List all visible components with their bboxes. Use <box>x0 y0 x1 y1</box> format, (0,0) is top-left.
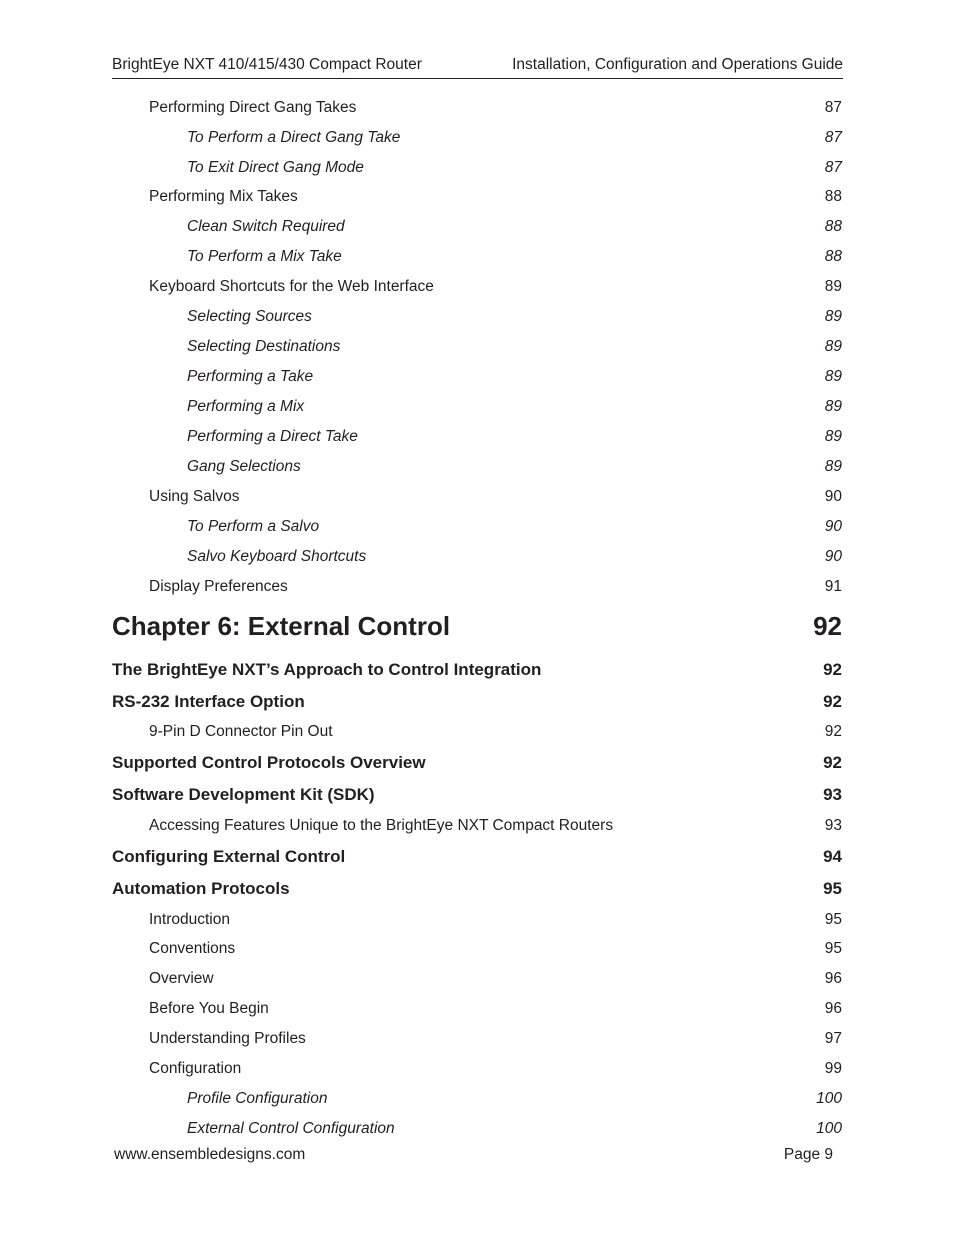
chapter-page: 92 <box>813 611 842 641</box>
toc-entry-page: 96 <box>824 1000 842 1017</box>
toc-entry-page: 99 <box>824 1060 842 1077</box>
toc-entry[interactable] <box>0 426 954 450</box>
toc-section-page: 92 <box>823 692 842 711</box>
toc-entry[interactable] <box>0 336 954 360</box>
toc-entry-title: To Perform a Mix Take <box>187 248 342 265</box>
toc-section[interactable] <box>0 752 954 776</box>
toc-entry-page: 92 <box>824 723 842 740</box>
toc-entry-title: Selecting Sources <box>187 308 312 325</box>
toc-entry-page: 89 <box>824 338 842 355</box>
toc-entry[interactable] <box>0 1058 954 1082</box>
toc-entry-title: Understanding Profiles <box>149 1030 306 1047</box>
toc-section[interactable] <box>0 659 954 683</box>
toc-entry-page: 100 <box>816 1090 842 1107</box>
toc-entry-title: Configuration <box>149 1060 242 1077</box>
toc-entry[interactable] <box>0 721 954 745</box>
toc-entry-page: 89 <box>824 458 842 475</box>
toc-entry-title: Salvo Keyboard Shortcuts <box>187 548 367 565</box>
toc-entry-page: 90 <box>824 518 842 535</box>
toc-entry[interactable] <box>0 246 954 270</box>
toc-section[interactable] <box>0 691 954 715</box>
toc-section-page: 95 <box>823 879 842 898</box>
toc-entry-title: Performing a Take <box>187 368 314 385</box>
toc-entry-title: Keyboard Shortcuts for the Web Interface <box>149 278 434 295</box>
toc-entry-title: Overview <box>149 970 214 987</box>
toc-entry-page: 87 <box>824 159 842 176</box>
toc-entry-title: External Control Configuration <box>187 1120 395 1137</box>
toc-entry[interactable] <box>0 998 954 1022</box>
toc-entry[interactable] <box>0 516 954 540</box>
toc-entry-page: 100 <box>816 1120 842 1137</box>
toc-entry-title: Performing Direct Gang Takes <box>149 99 357 116</box>
toc-entry[interactable] <box>0 186 954 210</box>
toc-entry-page: 88 <box>824 188 842 205</box>
toc-entry-title: To Perform a Direct Gang Take <box>187 129 401 146</box>
toc-section-page: 93 <box>823 785 842 804</box>
toc-entry-title: Display Preferences <box>149 578 288 595</box>
toc-section[interactable] <box>0 878 954 902</box>
toc-entry[interactable] <box>0 456 954 480</box>
toc-entry-title: Clean Switch Required <box>187 218 345 235</box>
toc-section-page: 94 <box>823 847 842 866</box>
toc-section-title: Software Development Kit (SDK) <box>112 785 375 804</box>
toc-entry-page: 96 <box>824 970 842 987</box>
toc-section[interactable] <box>0 846 954 870</box>
guide-title: Installation, Configuration and Operations Guide <box>512 56 843 73</box>
toc-entry-page: 91 <box>824 578 842 595</box>
toc-entry[interactable] <box>0 576 954 600</box>
toc-entry-title: Before You Begin <box>149 1000 269 1017</box>
toc-entry[interactable] <box>0 938 954 962</box>
toc-entry-page: 87 <box>824 99 842 116</box>
toc-entry[interactable] <box>0 1028 954 1052</box>
toc-entry-title: Conventions <box>149 940 236 957</box>
toc-entry-title: Using Salvos <box>149 488 240 505</box>
toc-section-title: Supported Control Protocols Overview <box>112 753 426 772</box>
toc-entry-page: 97 <box>824 1030 842 1047</box>
toc-entry-page: 89 <box>824 308 842 325</box>
toc-entry-title: Accessing Features Unique to the BrightEye NXT Compact Routers <box>149 817 614 834</box>
toc-entry-title: Performing a Direct Take <box>187 428 358 445</box>
toc-entry-page: 88 <box>824 248 842 265</box>
toc-entry-title: Performing Mix Takes <box>149 188 298 205</box>
document-title: BrightEye NXT 410/415/430 Compact Router <box>112 56 422 73</box>
toc-entry-page: 95 <box>824 940 842 957</box>
toc-entry[interactable] <box>0 909 954 933</box>
toc-entry[interactable] <box>0 968 954 992</box>
toc-entry-page: 87 <box>824 129 842 146</box>
toc-section-title: Configuring External Control <box>112 847 346 866</box>
toc-entry-page: 90 <box>824 548 842 565</box>
toc-entry-page: 93 <box>824 817 842 834</box>
website-link[interactable]: www.ensembledesigns.com <box>114 1146 306 1163</box>
toc-entry-page: 95 <box>824 911 842 928</box>
toc-entry-title: Profile Configuration <box>187 1090 328 1107</box>
toc-section[interactable] <box>0 784 954 808</box>
toc-entry[interactable] <box>0 486 954 510</box>
toc-entry-page: 89 <box>824 278 842 295</box>
toc-entry[interactable] <box>0 396 954 420</box>
toc-entry-page: 89 <box>824 398 842 415</box>
page-header <box>112 54 843 79</box>
page-number: Page 9 <box>783 1146 833 1163</box>
toc-entry[interactable] <box>0 366 954 390</box>
toc-entry-title: Introduction <box>149 911 230 928</box>
toc-entry-title: To Exit Direct Gang Mode <box>187 159 364 176</box>
toc-entry[interactable] <box>0 216 954 240</box>
toc-entry[interactable] <box>0 1118 954 1142</box>
toc-entry[interactable] <box>0 157 954 181</box>
toc-section-page: 92 <box>823 753 842 772</box>
toc-entry[interactable] <box>0 546 954 570</box>
toc-entry[interactable] <box>0 306 954 330</box>
toc-entry[interactable] <box>0 127 954 151</box>
toc-section-title: RS-232 Interface Option <box>112 692 305 711</box>
toc-entry-title: 9-Pin D Connector Pin Out <box>149 723 333 740</box>
toc-entry[interactable] <box>0 815 954 839</box>
toc-section-title: The BrightEye NXT’s Approach to Control Integration <box>112 660 542 679</box>
toc-entry-page: 89 <box>824 428 842 445</box>
chapter-title: Chapter 6: External Control <box>112 611 451 641</box>
toc-entry[interactable] <box>0 1088 954 1112</box>
toc-entry-title: To Perform a Salvo <box>187 518 320 535</box>
toc-entry[interactable] <box>0 97 954 121</box>
toc-entry-title: Performing a Mix <box>187 398 305 415</box>
toc-entry[interactable] <box>0 276 954 300</box>
toc-entry-title: Selecting Destinations <box>187 338 341 355</box>
toc-entry-page: 89 <box>824 368 842 385</box>
page-footer <box>112 1145 843 1167</box>
toc-entry-page: 88 <box>824 218 842 235</box>
toc-section-title: Automation Protocols <box>112 879 290 898</box>
chapter-heading[interactable] <box>0 610 954 644</box>
toc-entry-title: Gang Selections <box>187 458 301 475</box>
toc-section-page: 92 <box>823 660 842 679</box>
toc-entry-page: 90 <box>824 488 842 505</box>
